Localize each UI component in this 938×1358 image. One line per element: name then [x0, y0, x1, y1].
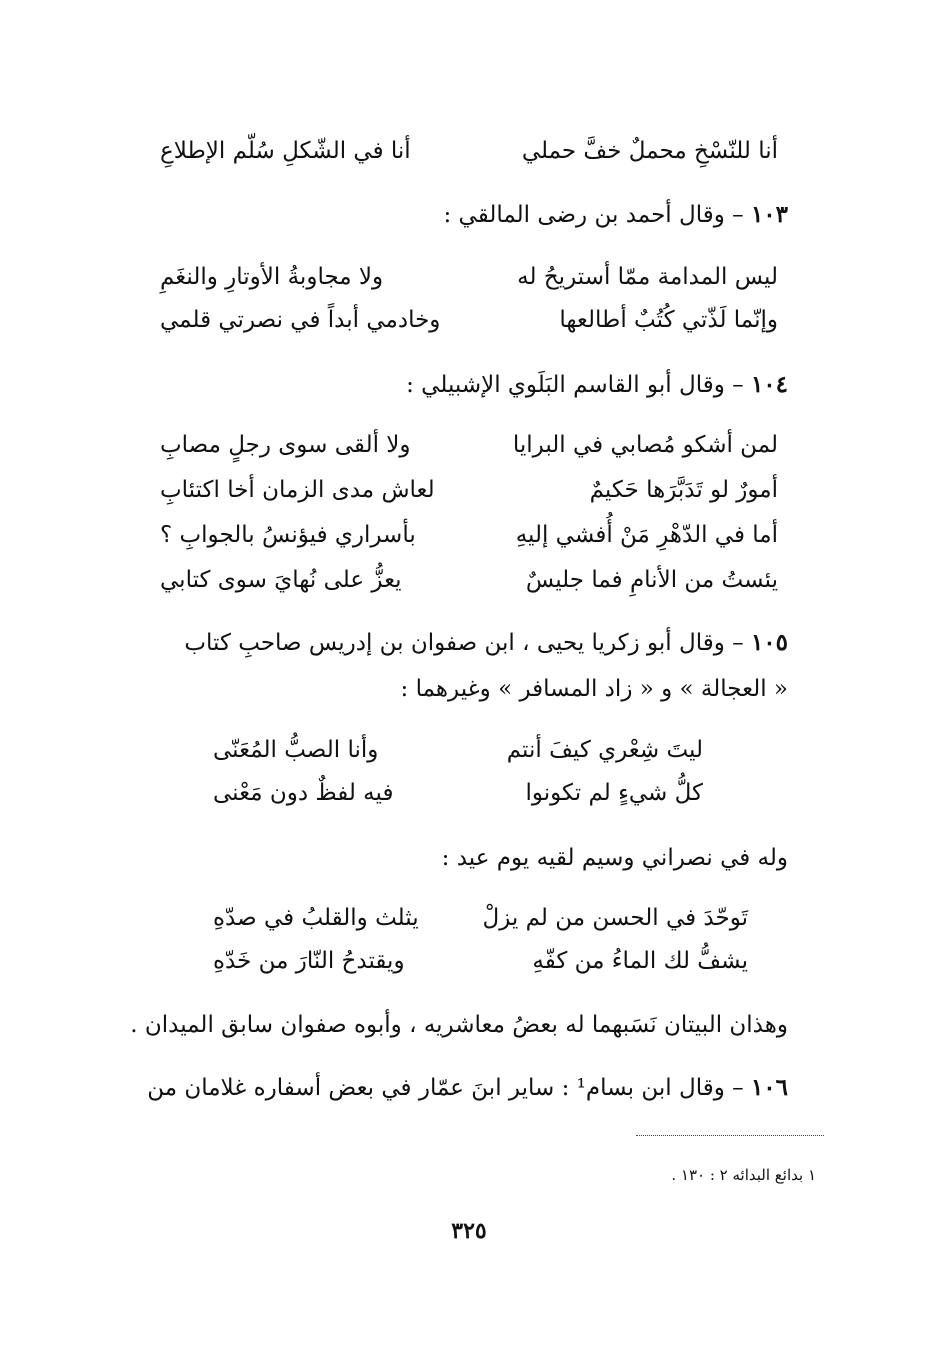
hemistich-right: أنا للنّسْخِ محملٌ خفَّ حملي — [521, 138, 778, 164]
section-intro: – وقال أحمد بن رضى المالقي : — [443, 202, 744, 228]
hemistich-right: ليتَ شِعْري كيفَ أنتم — [506, 737, 703, 763]
section-number: ١٠٤ — [750, 371, 788, 398]
hemistich-right: وإنّما لَذّتي كُتُبٌ أطالعها — [559, 307, 778, 333]
section-103-heading — [443, 200, 788, 230]
paragraph-line: وهذان البيتان نَسَبهما له بعضُ معاشريه ، وأبوه صفوان سابق الميدان . — [130, 1012, 788, 1038]
verse-104-2 — [160, 475, 778, 505]
hemistich-left: وأنا الصبُّ المُعَنّى — [213, 737, 379, 763]
hemistich-left: بأسراري فيؤنسُ بالجوابِ ؟ — [160, 522, 416, 548]
section-104-heading — [406, 370, 788, 400]
hemistich-right: ليس المدامة ممّا أستريحُ له — [517, 264, 778, 290]
hemistich-left: لعاش مدى الزمان أخا اكتئابِ — [160, 477, 435, 503]
hemistich-left: وخادمي أبداً في نصرتي قلمي — [160, 307, 441, 333]
hemistich-left: ولا ألقى سوى رجلٍ مصابِ — [160, 432, 411, 458]
verse-104-4 — [160, 565, 778, 595]
paragraph-line: وله في نصراني وسيم لقيه يوم عيد : — [441, 845, 788, 871]
hemistich-left: ولا مجاوبةُ الأوتارِ والنغَمِ — [160, 264, 384, 290]
hemistich-right: لمن أشكو مُصابي في البرايا — [512, 432, 778, 458]
section-intro: – وقال أبو القاسم البَلَوي الإشبيلي : — [406, 372, 744, 398]
section-105-heading — [184, 628, 788, 658]
section-number: ١٠٦ — [750, 1074, 788, 1101]
hemistich-right: أما في الدّهْرِ مَنْ أُفشي إليهِ — [515, 522, 778, 548]
hemistich-left: أنا في الشّكلِ سُلّم الإطلاعِ — [160, 138, 411, 164]
verse-105-1 — [213, 735, 703, 765]
hemistich-right: يئستُ من الأنامِ فما جليسٌ — [525, 567, 778, 593]
verse-105-4 — [213, 946, 748, 976]
section-105-heading-cont: « العجالة » و « زاد المسافر » وغيرهما : — [400, 676, 788, 702]
verse-103-2 — [160, 305, 778, 335]
hemistich-left: يثلث والقلبُ في صدّهِ — [213, 905, 419, 931]
verse-103-1 — [160, 262, 778, 292]
verse-104-3 — [160, 520, 778, 550]
hemistich-right: تَوحّدَ في الحسن من لم يزلْ — [482, 905, 748, 931]
section-number: ١٠٣ — [750, 201, 788, 228]
hemistich-left: فيه لفظٌ دون مَعْنى — [213, 780, 394, 806]
hemistich-right: يشفُّ لك الماءُ من كفّهِ — [532, 948, 748, 974]
verse-105-3 — [213, 903, 748, 933]
section-intro: – وقال أبو زكريا يحيى ، ابن صفوان بن إدريس صاحبِ كتاب — [184, 630, 744, 656]
verse-0 — [160, 136, 778, 166]
footnote: ١ بدائع البدائه ٢ : ١٣٠ . — [671, 1166, 816, 1184]
footnote-divider — [636, 1135, 824, 1136]
page-number: ٣٢٥ — [451, 1218, 487, 1244]
hemistich-right: أمورٌ لو تَدَبَّرَها حَكيمٌ — [589, 477, 778, 503]
hemistich-right: كلُّ شيءٍ لم تكونوا — [525, 780, 703, 806]
verse-104-1 — [160, 430, 778, 460]
section-intro: – وقال ابن بسام¹ : ساير ابنَ عمّار في بعض أسفاره غلامان من — [147, 1075, 744, 1101]
verse-105-2 — [213, 778, 703, 808]
hemistich-left: يعزُّ على نُهايَ سوى كتابي — [160, 567, 402, 593]
section-106-heading — [147, 1073, 788, 1103]
hemistich-left: ويقتدحُ النّارَ من خَدّهِ — [213, 948, 405, 974]
section-number: ١٠٥ — [750, 629, 788, 656]
